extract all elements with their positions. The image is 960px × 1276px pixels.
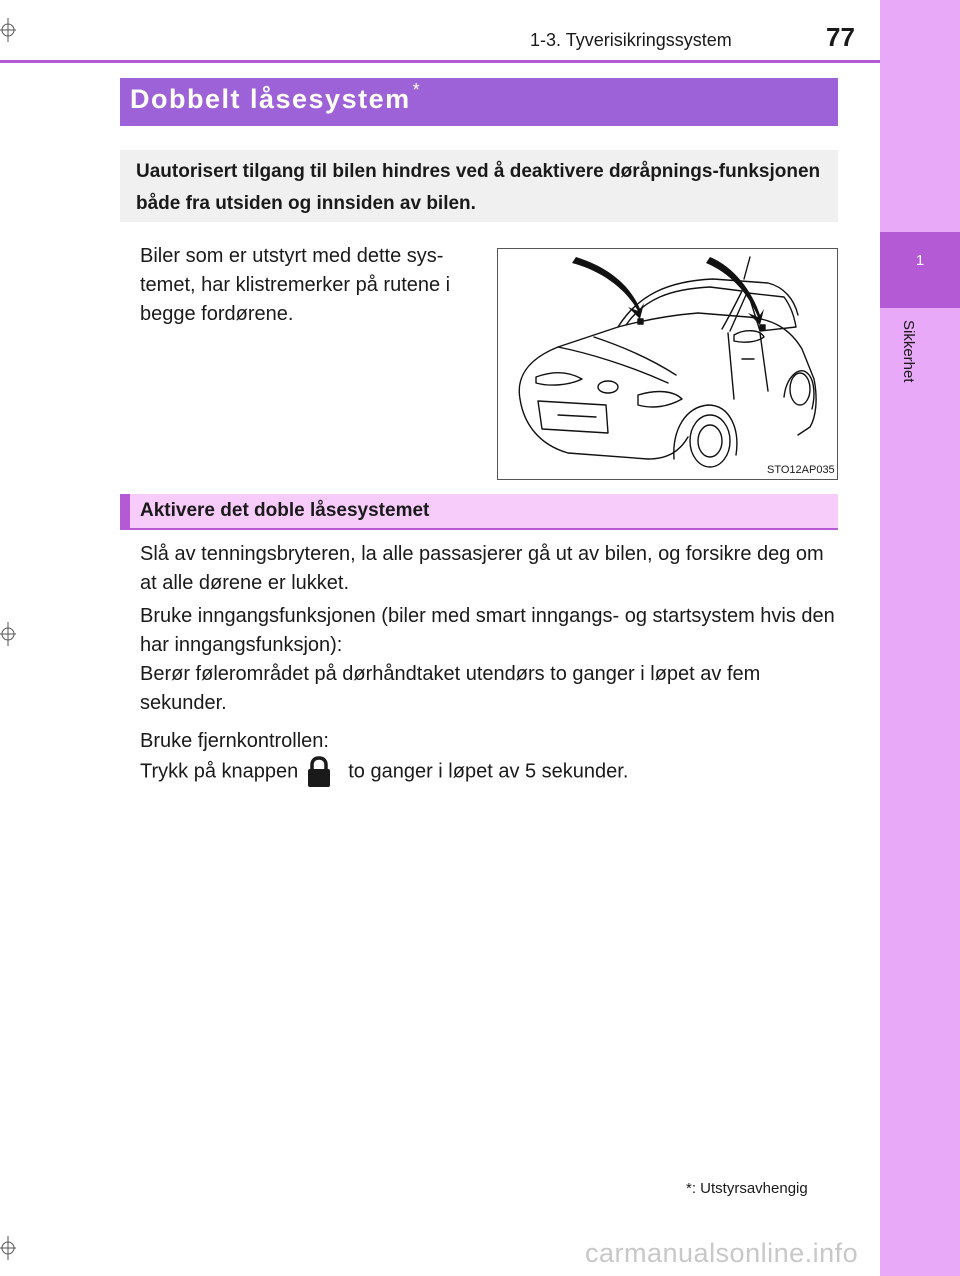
section-header: 1-3. Tyverisikringssystem: [530, 30, 732, 50]
step-1: Slå av tenningsbryteren, la alle passasjerer gå ut av bilen, og forsikre deg om at alle dørene er lukket.: [140, 543, 824, 594]
page-number: 77: [826, 22, 855, 52]
watermark: carmanualsonline.info: [585, 1238, 859, 1268]
subheading: Aktivere det doble låsesystemet: [140, 500, 430, 521]
car-illustration: [497, 248, 838, 480]
step-3-before-icon: Trykk på knappen: [140, 760, 299, 783]
footnote: [686, 1180, 808, 1197]
figure-code: STO12AP035: [767, 464, 835, 476]
step-3-after-icon: to ganger i løpet av 5 sekunder.: [348, 760, 629, 783]
step-3-line-1: Bruke fjernkontrollen:: [140, 730, 329, 752]
footnote-text: : Utstyrsavhengig: [691, 1180, 808, 1197]
step-3: [140, 727, 840, 788]
lock-icon: [304, 756, 334, 788]
header-divider: [0, 60, 880, 63]
step-2: [140, 602, 840, 718]
page-title: [130, 82, 421, 115]
chapter-tab-block: [880, 232, 960, 308]
intro-paragraph: Biler som er utstyrt med dette sys-temet, har klistremerker på rutene i begge fordørene.: [140, 245, 451, 325]
summary-text: Uautorisert tilgang til bilen hindres ved å deaktivere døråpnings-funksjonen både fra utsiden og innsiden av bilen.: [136, 161, 821, 214]
side-tab: [880, 0, 960, 1276]
step-2-line-2: Berør følerområdet på dørhåndtaket utendørs to ganger i løpet av fem sekunder.: [140, 663, 761, 714]
equipment-marker: *: [412, 80, 422, 100]
step-3-line-2: [140, 756, 840, 788]
car-drawing: [498, 249, 837, 479]
page-title-text: Dobbelt låsesystem: [130, 84, 411, 114]
step-2-line-1: Bruke inngangsfunksjonen (biler med smart inngangs- og startsystem hvis den har inngangsfunksjon):: [140, 605, 835, 656]
footnote-marker: *: [686, 1180, 692, 1197]
chapter-title: Sikkerhet: [900, 320, 917, 383]
chapter-number: 1: [915, 252, 925, 269]
subheading-accent: [120, 494, 130, 530]
